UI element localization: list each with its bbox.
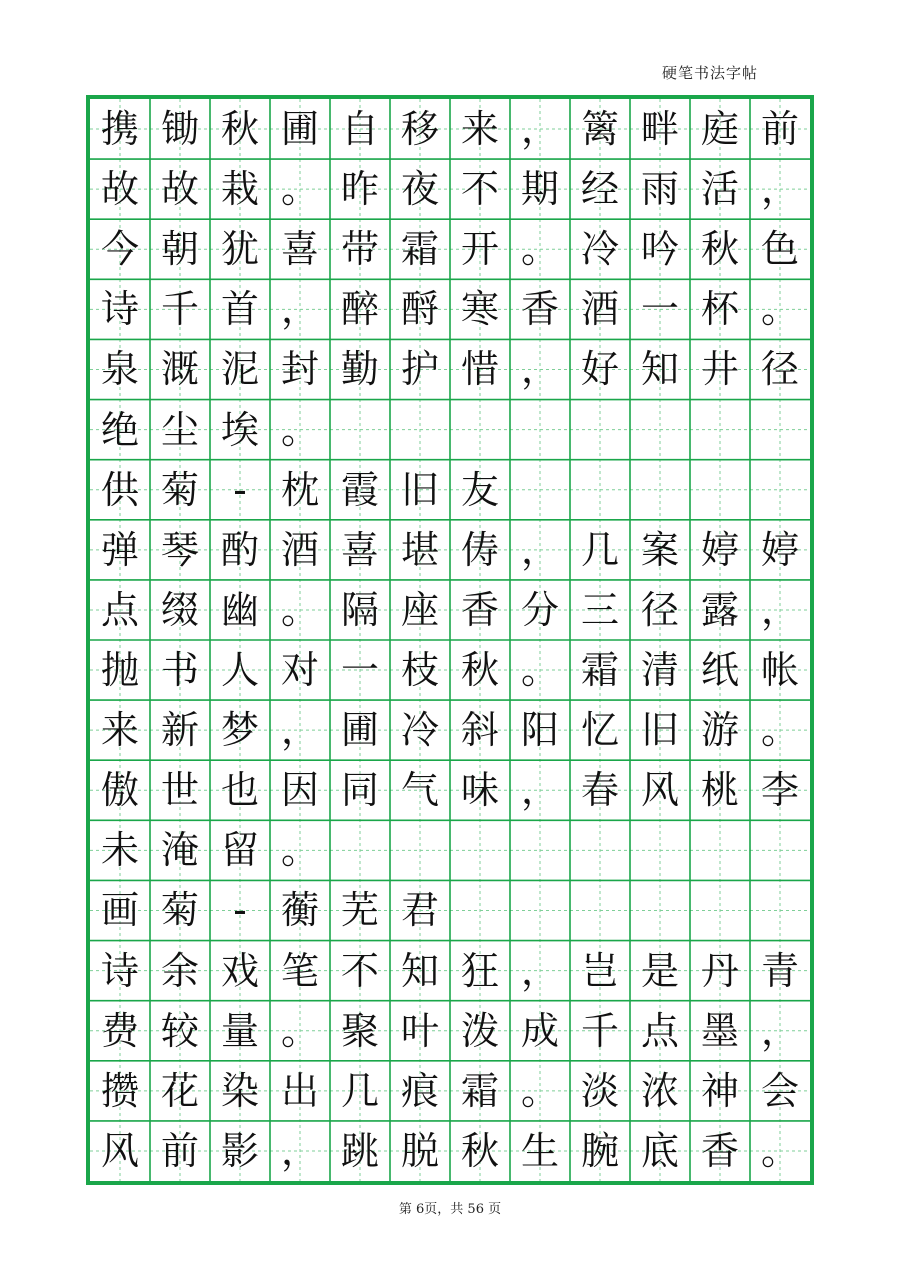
grid-character: 岂	[580, 948, 619, 993]
grid-character: 。	[280, 828, 319, 873]
page-header-title: 硬笔书法字帖	[661, 64, 758, 82]
grid-character: 栽	[220, 167, 259, 212]
grid-character: 犹	[220, 227, 259, 272]
grid-character: ，	[280, 287, 319, 332]
grid-character: 惜	[460, 347, 499, 392]
grid-character: 较	[160, 1008, 199, 1053]
grid-character: 也	[220, 768, 259, 813]
grid-character: 纸	[700, 648, 739, 693]
grid-character: 费	[100, 1008, 139, 1053]
grid-character: ，	[520, 347, 559, 392]
grid-character: ，	[520, 527, 559, 572]
grid-character: 庭	[700, 107, 739, 152]
grid-character: 。	[280, 167, 319, 212]
grid-character: 三	[580, 587, 619, 632]
grid-character: 。	[520, 227, 559, 272]
grid-character: 前	[760, 107, 799, 152]
grid-character: 尘	[160, 407, 199, 452]
grid-character: 不	[460, 167, 499, 212]
grid-character: 菊	[160, 467, 199, 512]
grid-character: ，	[760, 1008, 799, 1053]
grid-character: 千	[580, 1008, 619, 1053]
grid-character: 留	[220, 828, 259, 873]
grid-character: 叶	[400, 1008, 439, 1053]
grid-character: 痕	[400, 1068, 439, 1113]
grid-character: 分	[520, 587, 559, 632]
grid-character: 杯	[700, 287, 739, 332]
grid-character: 昨	[340, 167, 379, 212]
grid-character: 婷	[700, 527, 739, 572]
grid-character: 秋	[220, 107, 259, 152]
grid-character: 故	[100, 167, 139, 212]
grid-character: 带	[340, 227, 379, 272]
grid-character: 知	[400, 948, 439, 993]
grid-character: 携	[100, 107, 139, 152]
grid-character: 枕	[280, 467, 319, 512]
grid-character: 前	[160, 1128, 199, 1173]
grid-character: 香	[520, 287, 559, 332]
grid-character: 香	[700, 1128, 739, 1173]
grid-character: 出	[280, 1068, 319, 1113]
grid-character: 戏	[220, 948, 259, 993]
grid-character: 缀	[160, 587, 199, 632]
grid-character: 霜	[580, 648, 619, 693]
grid-character: 。	[280, 587, 319, 632]
grid-character: 霜	[460, 1068, 499, 1113]
grid-character: 不	[340, 948, 379, 993]
grid-character: ，	[280, 1128, 319, 1173]
grid-character: 溉	[160, 347, 199, 392]
grid-character: ，	[520, 948, 559, 993]
grid-character: 人	[220, 648, 259, 693]
grid-character: 诗	[100, 287, 139, 332]
grid-character: 生	[520, 1128, 559, 1173]
grid-character: 忆	[580, 708, 619, 753]
grid-character: 琴	[160, 527, 199, 572]
grid-character: 香	[460, 587, 499, 632]
grid-character: 桃	[700, 768, 739, 813]
grid-character: 一	[340, 648, 379, 693]
grid-character: 千	[160, 287, 199, 332]
grid-character: 几	[340, 1068, 379, 1113]
grid-character: 冷	[580, 227, 619, 272]
grid-character: 径	[760, 347, 799, 392]
grid-character: 喜	[340, 527, 379, 572]
grid-character: 游	[700, 708, 739, 753]
grid-character: 聚	[340, 1008, 379, 1053]
grid-character: 首	[220, 287, 259, 332]
grid-character: 今	[100, 227, 139, 272]
grid-character: 封	[280, 347, 319, 392]
grid-character: 阳	[520, 708, 559, 753]
grid-character: 。	[760, 287, 799, 332]
grid-character: 染	[220, 1068, 259, 1113]
grid-character: 畔	[640, 107, 679, 152]
grid-character: 圃	[280, 107, 319, 152]
grid-character: 底	[640, 1128, 679, 1173]
grid-character: 来	[460, 107, 499, 152]
writing-grid	[86, 95, 814, 1185]
grid-character: -	[233, 888, 247, 933]
grid-character: 清	[640, 648, 679, 693]
grid-character: 书	[160, 648, 199, 693]
grid-character: 篱	[580, 107, 619, 152]
grid-character: 埃	[220, 407, 259, 452]
grid-character: 供	[100, 467, 139, 512]
grid-character: 李	[760, 768, 799, 813]
grid-character: 护	[400, 347, 439, 392]
grid-character: 浓	[640, 1068, 679, 1113]
grid-character: 丹	[700, 948, 739, 993]
grid-character: 旧	[640, 708, 679, 753]
grid-character: 弹	[100, 527, 139, 572]
grid-character: 泉	[100, 347, 139, 392]
grid-character: 期	[520, 167, 559, 212]
grid-character: 圃	[340, 708, 379, 753]
grid-character: 狂	[460, 948, 499, 993]
grid-character: 余	[160, 948, 199, 993]
grid-character: 霜	[400, 227, 439, 272]
grid-character: 。	[280, 1008, 319, 1053]
grid-character: 攒	[100, 1068, 139, 1113]
grid-character: 井	[700, 347, 739, 392]
grid-character: 斜	[460, 708, 499, 753]
grid-character: 点	[640, 1008, 679, 1053]
grid-character: 吟	[640, 227, 679, 272]
grid-character: 径	[640, 587, 679, 632]
grid-character: 友	[460, 467, 499, 512]
grid-character: 春	[580, 768, 619, 813]
grid-character: 酌	[220, 527, 259, 572]
grid-character: 冷	[400, 708, 439, 753]
grid-character: 君	[400, 888, 439, 933]
grid-character: 喜	[280, 227, 319, 272]
grid-character: 同	[340, 768, 379, 813]
grid-character: 风	[640, 768, 679, 813]
grid-character: 酒	[580, 287, 619, 332]
grid-character: 寒	[460, 287, 499, 332]
grid-character: 秋	[460, 1128, 499, 1173]
grid-character: 泥	[220, 347, 259, 392]
grid-character: 枝	[400, 648, 439, 693]
grid-character: 跳	[340, 1128, 379, 1173]
grid-character: 味	[460, 768, 499, 813]
grid-character: 花	[160, 1068, 199, 1113]
grid-character: ，	[760, 167, 799, 212]
grid-character: 几	[580, 527, 619, 572]
grid-character: 堪	[400, 527, 439, 572]
grid-character: 夜	[400, 167, 439, 212]
grid-character: 菊	[160, 888, 199, 933]
grid-character: 隔	[340, 587, 379, 632]
grid-character: 好	[580, 347, 619, 392]
grid-character: 会	[760, 1068, 799, 1113]
grid-character: 案	[640, 527, 679, 572]
grid-character: 酒	[280, 527, 319, 572]
grid-character: 对	[280, 648, 319, 693]
grid-character: 影	[220, 1128, 259, 1173]
grid-character: 旧	[400, 467, 439, 512]
grid-character: 酹	[400, 287, 439, 332]
grid-character: 风	[100, 1128, 139, 1173]
grid-character: 幽	[220, 587, 259, 632]
grid-character: 因	[280, 768, 319, 813]
grid-character: 色	[760, 227, 799, 272]
grid-character: 醉	[340, 287, 379, 332]
grid-character: 开	[460, 227, 499, 272]
grid-character: 是	[640, 948, 679, 993]
grid-character: 秋	[460, 648, 499, 693]
grid-character: 经	[580, 167, 619, 212]
grid-character: 泼	[460, 1008, 499, 1053]
grid-character: 青	[760, 948, 799, 993]
grid-character: 。	[760, 708, 799, 753]
grid-character: ，	[760, 587, 799, 632]
grid-character: ，	[520, 107, 559, 152]
grid-character: 气	[400, 768, 439, 813]
grid-character: 。	[280, 407, 319, 452]
grid-character: 故	[160, 167, 199, 212]
grid-character: 淡	[580, 1068, 619, 1113]
grid-character: 自	[340, 107, 379, 152]
grid-character: 未	[100, 828, 139, 873]
grid-character: -	[233, 467, 247, 512]
grid-character: 绝	[100, 407, 139, 452]
grid-character: 。	[520, 648, 559, 693]
grid-character: ，	[280, 708, 319, 753]
grid-character: 芜	[340, 888, 379, 933]
grid-character: 雨	[640, 167, 679, 212]
grid-character: 朝	[160, 227, 199, 272]
grid-character: 墨	[700, 1008, 739, 1053]
grid-character: 神	[700, 1068, 739, 1113]
grid-character: 脱	[400, 1128, 439, 1173]
grid-character: 座	[400, 587, 439, 632]
grid-character: 勤	[340, 347, 379, 392]
grid-character: 帐	[760, 648, 799, 693]
grid-character: 移	[400, 107, 439, 152]
grid-character: 婷	[760, 527, 799, 572]
grid-character: 俦	[460, 527, 499, 572]
page-number: 第 6页，共 56 页	[398, 1202, 502, 1217]
grid-character: 蘅	[280, 888, 319, 933]
grid-character: 知	[640, 347, 679, 392]
grid-character: 梦	[220, 708, 259, 753]
grid-character: 量	[220, 1008, 259, 1053]
grid-character: 新	[160, 708, 199, 753]
grid-character: 诗	[100, 948, 139, 993]
grid-character: 。	[520, 1068, 559, 1113]
grid-character: 成	[520, 1008, 559, 1053]
grid-character: 秋	[700, 227, 739, 272]
grid-character: 点	[100, 587, 139, 632]
grid-character: 世	[160, 768, 199, 813]
grid-character: 露	[700, 587, 739, 632]
grid-character: 傲	[100, 768, 139, 813]
grid-character: 。	[760, 1128, 799, 1173]
grid-character: 画	[100, 888, 139, 933]
grid-character: 锄	[160, 107, 199, 152]
grid-character: 淹	[160, 828, 199, 873]
grid-character: ，	[520, 768, 559, 813]
grid-character: 来	[100, 708, 139, 753]
character-layer	[90, 99, 810, 1181]
grid-character: 腕	[580, 1128, 619, 1173]
grid-character: 抛	[100, 648, 139, 693]
grid-character: 笔	[280, 948, 319, 993]
grid-character: 一	[640, 287, 679, 332]
grid-character: 霞	[340, 467, 379, 512]
grid-character: 活	[700, 167, 739, 212]
